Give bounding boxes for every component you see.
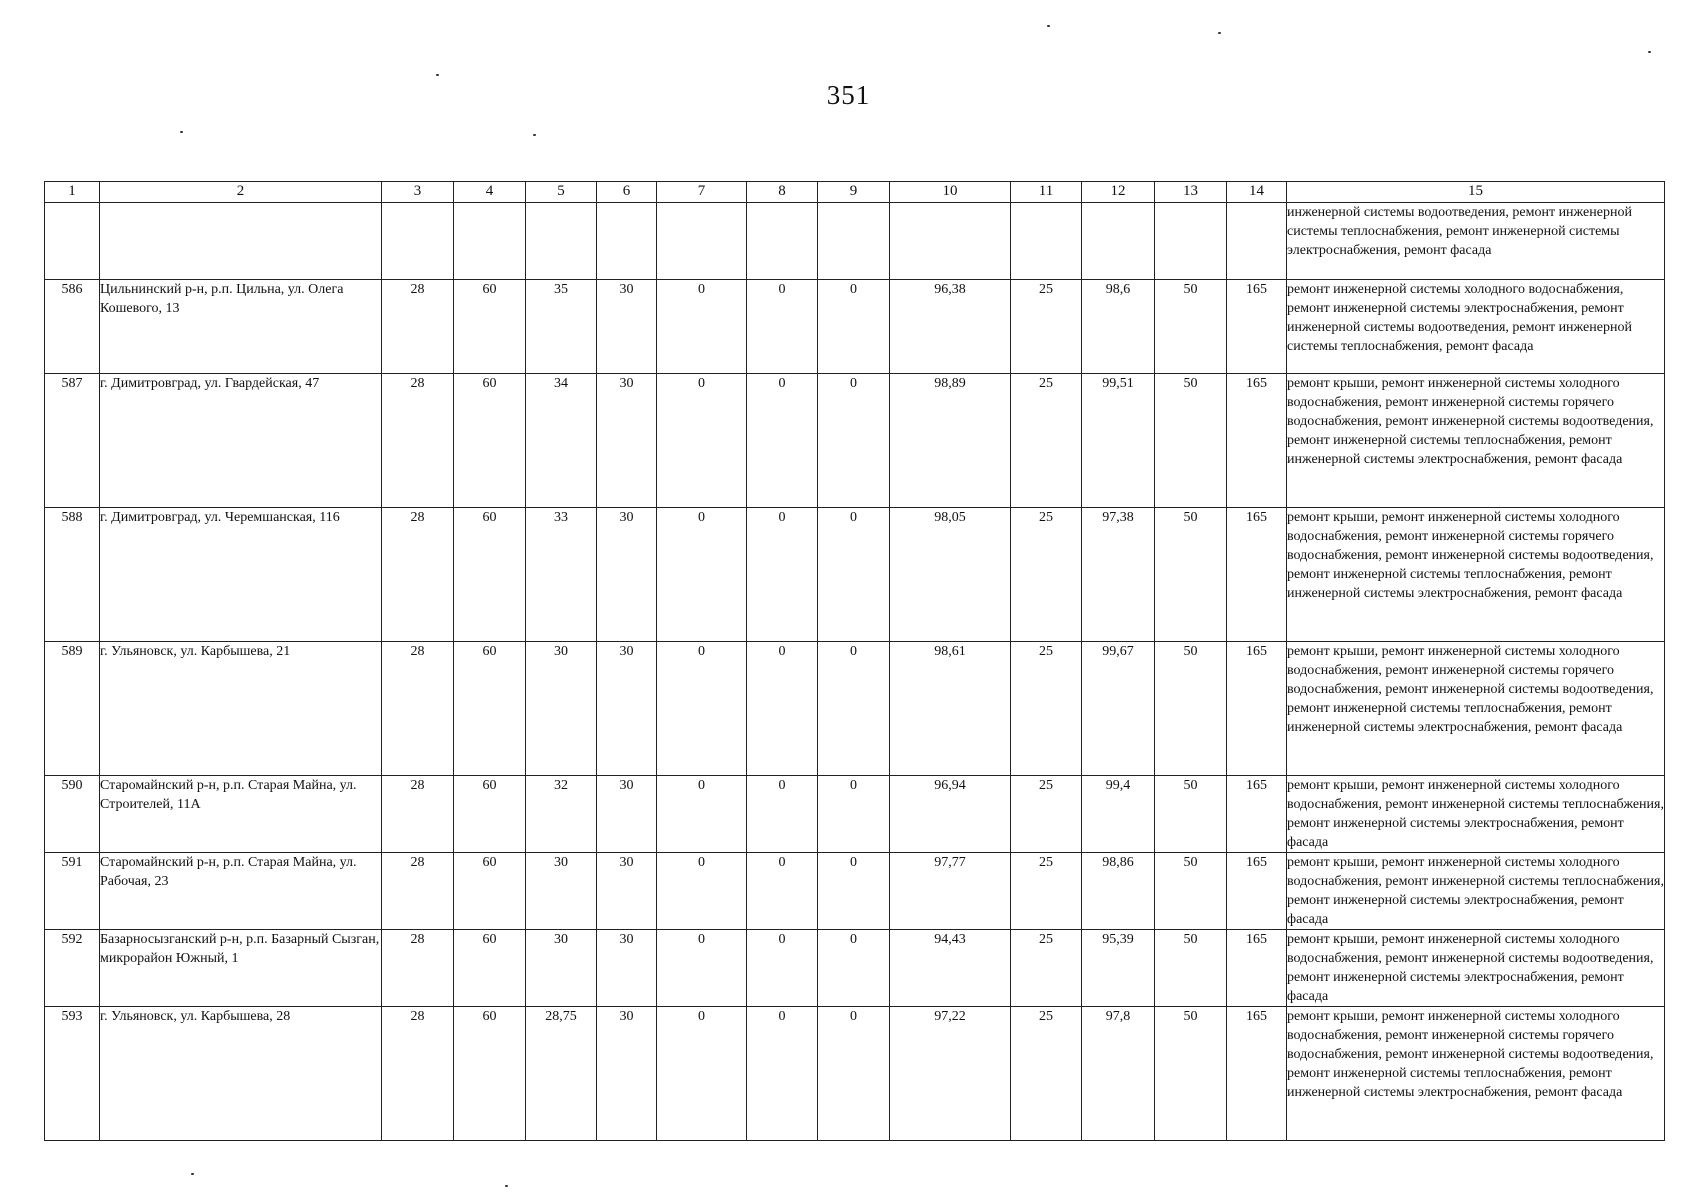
value-cell-c4: 60 <box>454 776 526 853</box>
table-row <box>45 642 1665 776</box>
value-cell-c4: 60 <box>454 280 526 374</box>
value-cell-c3: 28 <box>382 280 454 374</box>
value-cell-c6: 30 <box>597 374 657 508</box>
value-cell-c10: 97,22 <box>890 1007 1011 1141</box>
value-cell-c11: 25 <box>1011 1007 1082 1141</box>
value-cell-c12: 99,51 <box>1082 374 1155 508</box>
value-cell-c8: 0 <box>747 508 818 642</box>
works-cell: ремонт крыши, ремонт инженерной системы холодного водоснабжения, ремонт инженерной системы горячего водоснабжения, ремонт инженерной системы водоотведения, ремонт инженерной системы теплоснабжения, ремонт инженерной системы электроснабжения, ремонт фасада <box>1287 1007 1665 1141</box>
value-cell-c13: 50 <box>1155 374 1227 508</box>
address-cell: Базарносызганский р-н, р.п. Базарный Сызган, микрорайон Южный, 1 <box>100 930 382 1007</box>
value-cell-c11: 25 <box>1011 374 1082 508</box>
value-cell-c10: 94,43 <box>890 930 1011 1007</box>
works-cell: ремонт крыши, ремонт инженерной системы холодного водоснабжения, ремонт инженерной системы теплоснабжения, ремонт инженерной системы электроснабжения, ремонт фасада <box>1287 776 1665 853</box>
value-cell-c3: 28 <box>382 374 454 508</box>
value-cell-c10: 96,94 <box>890 776 1011 853</box>
value-cell-c14: 165 <box>1227 1007 1287 1141</box>
value-cell-c6 <box>597 203 657 280</box>
scan-speck <box>436 74 439 76</box>
value-cell-c8: 0 <box>747 374 818 508</box>
value-cell-c6: 30 <box>597 776 657 853</box>
value-cell-c14 <box>1227 203 1287 280</box>
value-cell-c14: 165 <box>1227 508 1287 642</box>
scan-speck <box>1047 25 1050 27</box>
column-header: 3 <box>382 182 454 203</box>
value-cell-c10: 98,05 <box>890 508 1011 642</box>
address-cell <box>100 203 382 280</box>
row-number-cell <box>45 203 100 280</box>
value-cell-c13: 50 <box>1155 776 1227 853</box>
address-cell: Старомайнский р-н, р.п. Старая Майна, ул. Рабочая, 23 <box>100 853 382 930</box>
row-number-cell: 593 <box>45 1007 100 1141</box>
row-number-cell: 586 <box>45 280 100 374</box>
value-cell-c3: 28 <box>382 508 454 642</box>
value-cell-c5: 34 <box>526 374 597 508</box>
value-cell-c8: 0 <box>747 776 818 853</box>
works-cell: ремонт инженерной системы холодного водоснабжения, ремонт инженерной системы электроснабжения, ремонт инженерной системы водоотведения, ремонт инженерной системы теплоснабжения, ремонт фасада <box>1287 280 1665 374</box>
value-cell-c4: 60 <box>454 508 526 642</box>
address-cell: Цильнинский р-н, р.п. Цильна, ул. Олега Кошевого, 13 <box>100 280 382 374</box>
value-cell-c12: 98,6 <box>1082 280 1155 374</box>
scan-speck <box>505 1185 508 1187</box>
value-cell-c3: 28 <box>382 1007 454 1141</box>
works-cell: ремонт крыши, ремонт инженерной системы холодного водоснабжения, ремонт инженерной системы горячего водоснабжения, ремонт инженерной системы водоотведения, ремонт инженерной системы теплоснабжения, ремонт инженерной системы электроснабжения, ремонт фасада <box>1287 642 1665 776</box>
value-cell-c11: 25 <box>1011 280 1082 374</box>
scan-speck <box>191 1173 194 1175</box>
column-number-row <box>45 182 1665 203</box>
address-cell: Старомайнский р-н, р.п. Старая Майна, ул. Строителей, 11А <box>100 776 382 853</box>
address-cell: г. Ульяновск, ул. Карбышева, 28 <box>100 1007 382 1141</box>
scan-speck <box>180 131 183 133</box>
value-cell-c3: 28 <box>382 642 454 776</box>
value-cell-c11: 25 <box>1011 508 1082 642</box>
column-header: 6 <box>597 182 657 203</box>
table-row <box>45 203 1665 280</box>
value-cell-c14: 165 <box>1227 930 1287 1007</box>
value-cell-c10: 96,38 <box>890 280 1011 374</box>
value-cell-c9: 0 <box>818 280 890 374</box>
value-cell-c11: 25 <box>1011 642 1082 776</box>
value-cell-c14: 165 <box>1227 776 1287 853</box>
value-cell-c8: 0 <box>747 1007 818 1141</box>
value-cell-c10: 97,77 <box>890 853 1011 930</box>
value-cell-c9: 0 <box>818 374 890 508</box>
value-cell-c7 <box>657 203 747 280</box>
value-cell-c9: 0 <box>818 508 890 642</box>
value-cell-c7: 0 <box>657 930 747 1007</box>
value-cell-c6: 30 <box>597 280 657 374</box>
value-cell-c3: 28 <box>382 853 454 930</box>
column-header: 13 <box>1155 182 1227 203</box>
column-header: 1 <box>45 182 100 203</box>
value-cell-c14: 165 <box>1227 280 1287 374</box>
value-cell-c4: 60 <box>454 853 526 930</box>
value-cell-c8 <box>747 203 818 280</box>
value-cell-c9 <box>818 203 890 280</box>
column-header: 5 <box>526 182 597 203</box>
value-cell-c13: 50 <box>1155 280 1227 374</box>
value-cell-c4: 60 <box>454 1007 526 1141</box>
value-cell-c8: 0 <box>747 930 818 1007</box>
column-header: 2 <box>100 182 382 203</box>
scan-speck <box>533 134 536 136</box>
value-cell-c11: 25 <box>1011 930 1082 1007</box>
value-cell-c13: 50 <box>1155 508 1227 642</box>
table-row <box>45 1007 1665 1141</box>
value-cell-c9: 0 <box>818 1007 890 1141</box>
row-number-cell: 588 <box>45 508 100 642</box>
column-header: 12 <box>1082 182 1155 203</box>
table-row <box>45 280 1665 374</box>
value-cell-c11: 25 <box>1011 776 1082 853</box>
value-cell-c14: 165 <box>1227 642 1287 776</box>
repair-register-table <box>44 181 1665 1141</box>
works-cell: ремонт крыши, ремонт инженерной системы холодного водоснабжения, ремонт инженерной системы водоотведения, ремонт инженерной системы электроснабжения, ремонт фасада <box>1287 930 1665 1007</box>
value-cell-c12: 95,39 <box>1082 930 1155 1007</box>
column-header: 9 <box>818 182 890 203</box>
address-cell: г. Димитровград, ул. Гвардейская, 47 <box>100 374 382 508</box>
value-cell-c4 <box>454 203 526 280</box>
value-cell-c10 <box>890 203 1011 280</box>
column-header: 7 <box>657 182 747 203</box>
column-header: 8 <box>747 182 818 203</box>
scan-speck <box>1218 32 1221 34</box>
value-cell-c12: 99,67 <box>1082 642 1155 776</box>
value-cell-c11 <box>1011 203 1082 280</box>
value-cell-c4: 60 <box>454 374 526 508</box>
value-cell-c4: 60 <box>454 642 526 776</box>
value-cell-c3: 28 <box>382 776 454 853</box>
value-cell-c8: 0 <box>747 853 818 930</box>
value-cell-c5: 30 <box>526 853 597 930</box>
row-number-cell: 589 <box>45 642 100 776</box>
value-cell-c5: 33 <box>526 508 597 642</box>
value-cell-c9: 0 <box>818 930 890 1007</box>
value-cell-c5: 30 <box>526 930 597 1007</box>
value-cell-c12: 99,4 <box>1082 776 1155 853</box>
row-number-cell: 590 <box>45 776 100 853</box>
value-cell-c10: 98,89 <box>890 374 1011 508</box>
value-cell-c12: 97,38 <box>1082 508 1155 642</box>
value-cell-c14: 165 <box>1227 374 1287 508</box>
value-cell-c9: 0 <box>818 642 890 776</box>
value-cell-c9: 0 <box>818 776 890 853</box>
value-cell-c10: 98,61 <box>890 642 1011 776</box>
table-row <box>45 853 1665 930</box>
value-cell-c5 <box>526 203 597 280</box>
address-cell: г. Ульяновск, ул. Карбышева, 21 <box>100 642 382 776</box>
value-cell-c7: 0 <box>657 508 747 642</box>
value-cell-c4: 60 <box>454 930 526 1007</box>
column-header: 15 <box>1287 182 1665 203</box>
value-cell-c6: 30 <box>597 642 657 776</box>
value-cell-c5: 35 <box>526 280 597 374</box>
value-cell-c7: 0 <box>657 374 747 508</box>
value-cell-c11: 25 <box>1011 853 1082 930</box>
value-cell-c8: 0 <box>747 642 818 776</box>
value-cell-c13: 50 <box>1155 1007 1227 1141</box>
value-cell-c3: 28 <box>382 930 454 1007</box>
value-cell-c3 <box>382 203 454 280</box>
row-number-cell: 592 <box>45 930 100 1007</box>
value-cell-c5: 28,75 <box>526 1007 597 1141</box>
works-cell: инженерной системы водоотведения, ремонт инженерной системы теплоснабжения, ремонт инженерной системы электроснабжения, ремонт фасада <box>1287 203 1665 280</box>
value-cell-c7: 0 <box>657 853 747 930</box>
row-number-cell: 587 <box>45 374 100 508</box>
table-row <box>45 776 1665 853</box>
value-cell-c5: 30 <box>526 642 597 776</box>
value-cell-c12: 97,8 <box>1082 1007 1155 1141</box>
value-cell-c8: 0 <box>747 280 818 374</box>
value-cell-c12 <box>1082 203 1155 280</box>
column-header: 11 <box>1011 182 1082 203</box>
value-cell-c14: 165 <box>1227 853 1287 930</box>
value-cell-c7: 0 <box>657 280 747 374</box>
value-cell-c5: 32 <box>526 776 597 853</box>
value-cell-c13: 50 <box>1155 853 1227 930</box>
value-cell-c7: 0 <box>657 1007 747 1141</box>
column-header: 10 <box>890 182 1011 203</box>
value-cell-c9: 0 <box>818 853 890 930</box>
value-cell-c13: 50 <box>1155 930 1227 1007</box>
column-header: 4 <box>454 182 526 203</box>
works-cell: ремонт крыши, ремонт инженерной системы холодного водоснабжения, ремонт инженерной системы горячего водоснабжения, ремонт инженерной системы водоотведения, ремонт инженерной системы теплоснабжения, ремонт инженерной системы электроснабжения, ремонт фасада <box>1287 374 1665 508</box>
works-cell: ремонт крыши, ремонт инженерной системы холодного водоснабжения, ремонт инженерной системы теплоснабжения, ремонт инженерной системы электроснабжения, ремонт фасада <box>1287 853 1665 930</box>
page-number: 351 <box>826 80 871 110</box>
value-cell-c6: 30 <box>597 1007 657 1141</box>
table-body <box>45 203 1665 1141</box>
value-cell-c13: 50 <box>1155 642 1227 776</box>
table-row <box>45 374 1665 508</box>
table-row <box>45 508 1665 642</box>
scan-speck <box>1648 51 1651 53</box>
value-cell-c13 <box>1155 203 1227 280</box>
address-cell: г. Димитровград, ул. Черемшанская, 116 <box>100 508 382 642</box>
value-cell-c6: 30 <box>597 508 657 642</box>
column-header: 14 <box>1227 182 1287 203</box>
value-cell-c7: 0 <box>657 642 747 776</box>
value-cell-c7: 0 <box>657 776 747 853</box>
row-number-cell: 591 <box>45 853 100 930</box>
table-row <box>45 930 1665 1007</box>
works-cell: ремонт крыши, ремонт инженерной системы холодного водоснабжения, ремонт инженерной системы горячего водоснабжения, ремонт инженерной системы водоотведения, ремонт инженерной системы теплоснабжения, ремонт инженерной системы электроснабжения, ремонт фасада <box>1287 508 1665 642</box>
value-cell-c6: 30 <box>597 853 657 930</box>
value-cell-c6: 30 <box>597 930 657 1007</box>
value-cell-c12: 98,86 <box>1082 853 1155 930</box>
